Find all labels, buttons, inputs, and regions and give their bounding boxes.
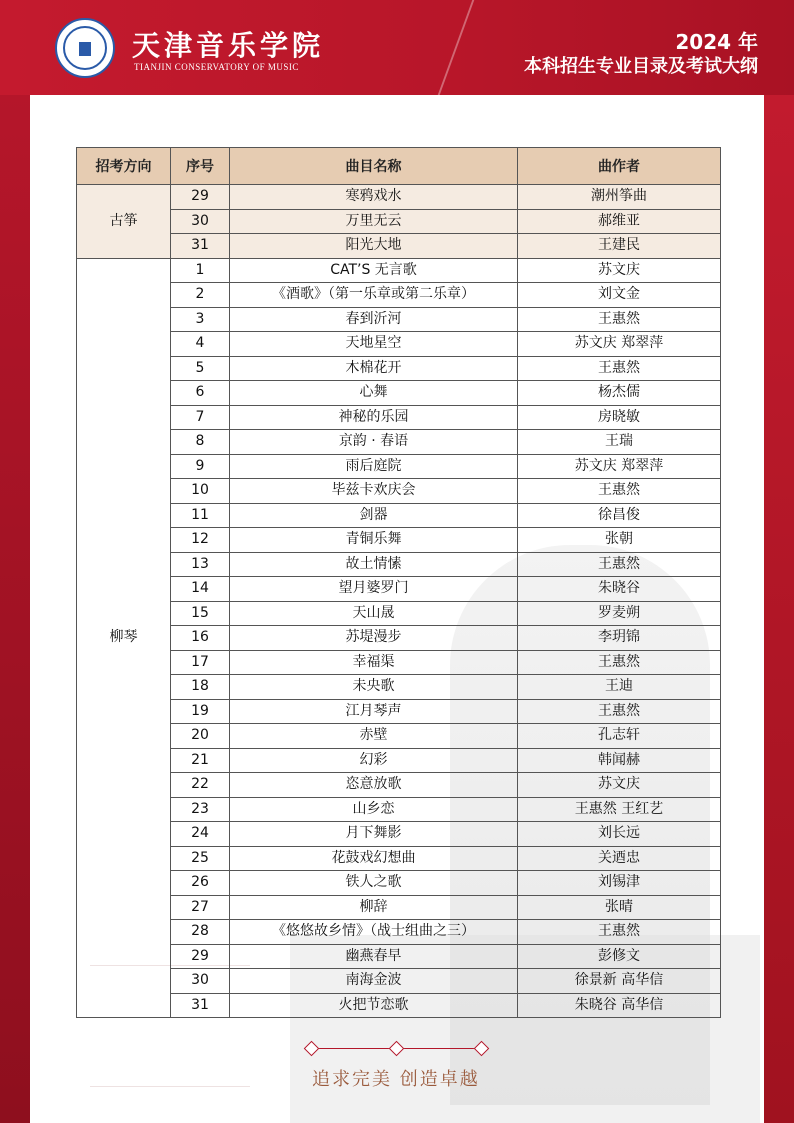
number-cell: 11	[171, 503, 230, 528]
piece-title-cell: 柳辞	[230, 895, 518, 920]
piece-title-cell: 江月琴声	[230, 699, 518, 724]
composer-cell: 徐昌俊	[518, 503, 721, 528]
piece-title-cell: 恣意放歌	[230, 773, 518, 798]
number-cell: 1	[171, 258, 230, 283]
composer-cell: 关迺忠	[518, 846, 721, 871]
table-row	[77, 234, 721, 259]
slogan-ornament	[306, 1043, 486, 1055]
number-cell: 24	[171, 822, 230, 847]
table-row	[77, 430, 721, 455]
piece-title-cell: 故土情愫	[230, 552, 518, 577]
piece-title-cell: 苏堤漫步	[230, 626, 518, 651]
number-cell: 8	[171, 430, 230, 455]
table-row	[77, 356, 721, 381]
piece-title-cell: 天山晟	[230, 601, 518, 626]
table-row	[77, 307, 721, 332]
composer-cell: 刘文金	[518, 283, 721, 308]
composer-cell: 王惠然	[518, 650, 721, 675]
number-cell: 4	[171, 332, 230, 357]
table-row	[77, 822, 721, 847]
composer-cell: 徐景新 高华信	[518, 969, 721, 994]
piece-title-cell: 火把节恋歌	[230, 993, 518, 1018]
composer-cell: 朱晓谷 高华信	[518, 993, 721, 1018]
composer-cell: 张朝	[518, 528, 721, 553]
header-year: 2024 年	[675, 30, 758, 54]
table-row	[77, 944, 721, 969]
number-cell: 19	[171, 699, 230, 724]
piece-title-cell: 万里无云	[230, 209, 518, 234]
composer-cell: 刘锡津	[518, 871, 721, 896]
piece-title-cell: 雨后庭院	[230, 454, 518, 479]
piece-title-cell: 未央歌	[230, 675, 518, 700]
number-cell: 27	[171, 895, 230, 920]
number-cell: 30	[171, 969, 230, 994]
table-row	[77, 650, 721, 675]
table-row	[77, 724, 721, 749]
piece-title-cell: 幻彩	[230, 748, 518, 773]
table-row	[77, 601, 721, 626]
composer-cell: 王惠然	[518, 307, 721, 332]
number-cell: 3	[171, 307, 230, 332]
table-row	[77, 675, 721, 700]
table-row	[77, 626, 721, 651]
header-direction: 招考方向	[77, 148, 171, 185]
header-piece-title: 曲目名称	[230, 148, 518, 185]
number-cell: 7	[171, 405, 230, 430]
composer-cell: 苏文庆	[518, 258, 721, 283]
piece-title-cell: CAT’S 无言歌	[230, 258, 518, 283]
header-number: 序号	[171, 148, 230, 185]
number-cell: 13	[171, 552, 230, 577]
number-cell: 26	[171, 871, 230, 896]
number-cell: 21	[171, 748, 230, 773]
composer-cell: 苏文庆	[518, 773, 721, 798]
piece-title-cell: 幸福渠	[230, 650, 518, 675]
composer-cell: 苏文庆 郑翠萍	[518, 454, 721, 479]
number-cell: 9	[171, 454, 230, 479]
right-border-band	[764, 95, 794, 1123]
left-border-band	[0, 95, 30, 1123]
piece-title-cell: 心舞	[230, 381, 518, 406]
number-cell: 20	[171, 724, 230, 749]
composer-cell: 韩闻赫	[518, 748, 721, 773]
table-row	[77, 846, 721, 871]
composer-cell: 杨杰儒	[518, 381, 721, 406]
table-row	[77, 969, 721, 994]
number-cell: 23	[171, 797, 230, 822]
table-header-row	[77, 148, 721, 185]
piece-title-cell: 幽燕春早	[230, 944, 518, 969]
header-divider	[438, 0, 475, 95]
content-page	[30, 95, 764, 1123]
school-logo-icon	[55, 18, 115, 78]
table-row	[77, 748, 721, 773]
piece-title-cell: 山乡恋	[230, 797, 518, 822]
footer-slogan: 追求完美 创造卓越	[312, 1069, 480, 1090]
composer-cell: 李玥锦	[518, 626, 721, 651]
school-name-en: TIANJIN CONSERVATORY OF MUSIC	[134, 62, 299, 72]
table-row	[77, 185, 721, 210]
table-row	[77, 895, 721, 920]
piece-title-cell: 天地星空	[230, 332, 518, 357]
number-cell: 31	[171, 993, 230, 1018]
composer-cell: 王惠然	[518, 479, 721, 504]
composer-cell: 王迪	[518, 675, 721, 700]
number-cell: 29	[171, 185, 230, 210]
composer-cell: 王惠然	[518, 920, 721, 945]
composer-cell: 王惠然	[518, 699, 721, 724]
piece-title-cell: 赤壁	[230, 724, 518, 749]
direction-cell: 古筝	[77, 185, 171, 259]
composer-cell: 孔志轩	[518, 724, 721, 749]
number-cell: 14	[171, 577, 230, 602]
table-row	[77, 577, 721, 602]
table-row	[77, 797, 721, 822]
piece-title-cell: 木棉花开	[230, 356, 518, 381]
table-row	[77, 528, 721, 553]
piece-title-cell: 剑器	[230, 503, 518, 528]
composer-cell: 罗麦朔	[518, 601, 721, 626]
table-body	[77, 185, 721, 1018]
composer-cell: 郝维亚	[518, 209, 721, 234]
page-header	[0, 0, 794, 95]
document-title: 本科招生专业目录及考试大纲	[524, 56, 758, 77]
direction-cell: 柳琴	[77, 258, 171, 1018]
number-cell: 6	[171, 381, 230, 406]
table-row	[77, 920, 721, 945]
piece-title-cell: 月下舞影	[230, 822, 518, 847]
piece-title-cell: 铁人之歌	[230, 871, 518, 896]
table-row	[77, 258, 721, 283]
piece-title-cell: 毕兹卡欢庆会	[230, 479, 518, 504]
table-row	[77, 454, 721, 479]
table-row	[77, 479, 721, 504]
composer-cell: 王惠然 王红艺	[518, 797, 721, 822]
composer-cell: 王建民	[518, 234, 721, 259]
number-cell: 12	[171, 528, 230, 553]
table-row	[77, 993, 721, 1018]
number-cell: 5	[171, 356, 230, 381]
composer-cell: 潮州筝曲	[518, 185, 721, 210]
number-cell: 2	[171, 283, 230, 308]
piece-title-cell: 《酒歌》（第一乐章或第二乐章）	[230, 283, 518, 308]
composer-cell: 苏文庆 郑翠萍	[518, 332, 721, 357]
number-cell: 31	[171, 234, 230, 259]
number-cell: 29	[171, 944, 230, 969]
number-cell: 15	[171, 601, 230, 626]
header-composer: 曲作者	[518, 148, 721, 185]
piece-title-cell: 春到沂河	[230, 307, 518, 332]
piece-title-cell: 青铜乐舞	[230, 528, 518, 553]
table-row	[77, 871, 721, 896]
composer-cell: 王惠然	[518, 552, 721, 577]
number-cell: 30	[171, 209, 230, 234]
repertoire-table	[76, 147, 721, 1018]
number-cell: 16	[171, 626, 230, 651]
number-cell: 22	[171, 773, 230, 798]
number-cell: 17	[171, 650, 230, 675]
number-cell: 28	[171, 920, 230, 945]
composer-cell: 朱晓谷	[518, 577, 721, 602]
table-row	[77, 699, 721, 724]
composer-cell: 刘长远	[518, 822, 721, 847]
school-name-cn: 天津音乐学院	[132, 29, 325, 62]
number-cell: 10	[171, 479, 230, 504]
table-row	[77, 283, 721, 308]
piece-title-cell: 花鼓戏幻想曲	[230, 846, 518, 871]
piece-title-cell: 京韵 · 春语	[230, 430, 518, 455]
piece-title-cell: 《悠悠故乡情》（战士组曲之三）	[230, 920, 518, 945]
table-row	[77, 381, 721, 406]
composer-cell: 王瑞	[518, 430, 721, 455]
table-row	[77, 552, 721, 577]
number-cell: 18	[171, 675, 230, 700]
table-row	[77, 332, 721, 357]
piece-title-cell: 神秘的乐园	[230, 405, 518, 430]
table-row	[77, 209, 721, 234]
composer-cell: 彭修文	[518, 944, 721, 969]
table-row	[77, 503, 721, 528]
number-cell: 25	[171, 846, 230, 871]
composer-cell: 房晓敏	[518, 405, 721, 430]
table-row	[77, 405, 721, 430]
piece-title-cell: 阳光大地	[230, 234, 518, 259]
table-row	[77, 773, 721, 798]
composer-cell: 王惠然	[518, 356, 721, 381]
piece-title-cell: 望月婆罗门	[230, 577, 518, 602]
piece-title-cell: 南海金波	[230, 969, 518, 994]
composer-cell: 张晴	[518, 895, 721, 920]
piece-title-cell: 寒鸦戏水	[230, 185, 518, 210]
